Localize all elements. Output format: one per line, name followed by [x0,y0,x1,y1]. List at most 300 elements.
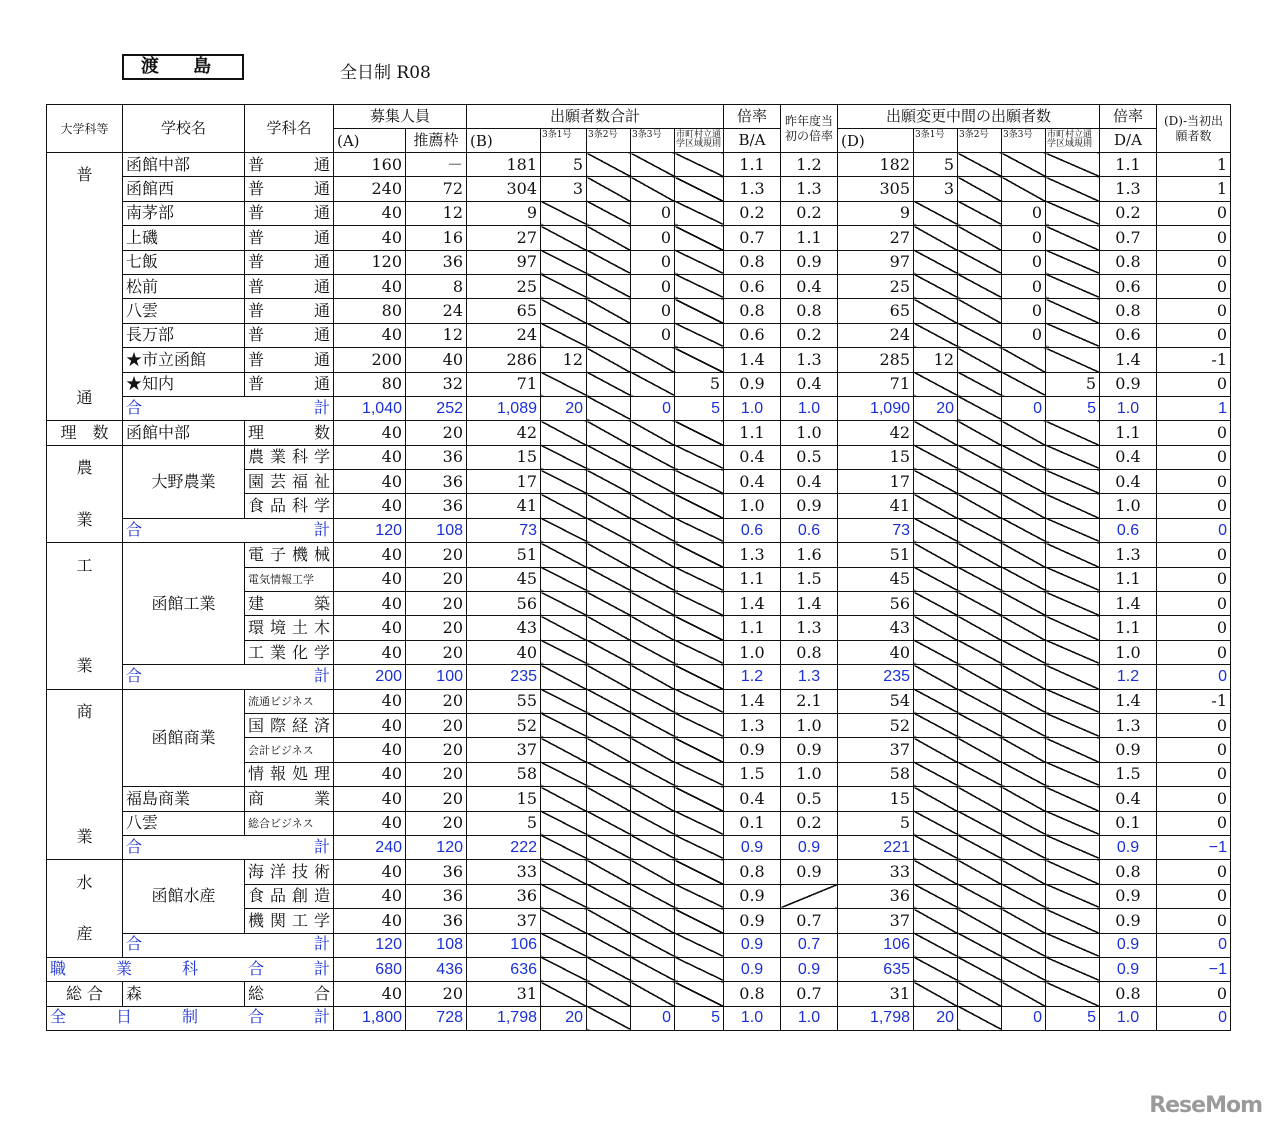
capacity-cell: 40 [334,494,406,518]
table-body [47,153,1231,1031]
header-cap-a: (A) [334,129,406,153]
mid-applicants-cell: 56 [838,592,914,616]
blank-cell [675,201,724,225]
blank-cell [1002,689,1046,713]
capacity-cell: 40 [334,909,406,933]
blank-cell [958,396,1002,420]
ratio2-cell: 0.9 [1100,884,1157,908]
voc-total-label [47,957,334,981]
ratio-cell: 0.9 [724,738,781,762]
diff-cell: 0 [1157,982,1231,1006]
course-name-cell: 建 築 [245,592,334,616]
sub-count-cell: 0 [1002,299,1046,323]
recommend-cell: 32 [406,372,467,396]
voc-total-char: 職 [50,960,67,978]
sub-count-cell: 3 [914,177,958,201]
diff-cell: 0 [1157,445,1231,469]
ratio-cell: 1.3 [724,177,781,201]
blank-cell [631,787,675,811]
recommend-cell: 20 [406,543,467,567]
ratio-cell: 1.2 [724,665,781,689]
fish-total-row [47,933,1231,957]
course-name-cell: 普 通 [245,177,334,201]
blank-cell [541,470,587,494]
diff-cell: 0 [1157,201,1231,225]
school-name-cell: 大野農業 [123,445,245,518]
blank-cell [631,665,675,689]
capacity-cell: 40 [334,323,406,347]
recommend-cell: 20 [406,811,467,835]
category-general [47,153,123,421]
ratio-cell: 0.1 [724,811,781,835]
blank-cell [1002,640,1046,664]
category-general-bottom: 通 [76,387,93,407]
course-name-cell: 普 通 [245,250,334,274]
prev-ratio-cell: 0.9 [781,957,838,981]
ratio2-cell: 1.1 [1100,616,1157,640]
blank-cell [675,835,724,859]
mid-applicants-cell: 43 [838,616,914,640]
ratio-cell: 0.9 [724,909,781,933]
capacity-cell: 1,040 [334,396,406,420]
capacity-cell: 40 [334,689,406,713]
blank-cell [958,1006,1002,1030]
ratio-cell: 1.3 [724,543,781,567]
blank-cell [631,518,675,542]
blank-cell [541,421,587,445]
mid-applicants-cell: 1,090 [838,396,914,420]
capacity-cell: 200 [334,665,406,689]
total-label-a: 合 [126,936,143,954]
recommend-cell: 36 [406,884,467,908]
diff-cell: 0 [1157,811,1231,835]
capacity-cell: 40 [334,616,406,640]
all-total-char: 合 [247,1009,264,1027]
blank-cell [675,518,724,542]
diff-cell: 0 [1157,616,1231,640]
blank-cell [675,226,724,250]
blank-cell [958,470,1002,494]
blank-cell [1046,494,1100,518]
blank-cell [587,689,631,713]
blank-cell [587,957,631,981]
blank-cell [541,860,587,884]
recommend-cell: 100 [406,665,467,689]
header-d-art3-1: 3条1号 [914,129,958,153]
ratio2-cell: 0.9 [1100,957,1157,981]
resemom-logo: ReseMom [1149,1093,1262,1118]
ratio2-cell: 1.3 [1100,713,1157,737]
ratio2-cell: 1.1 [1100,153,1157,177]
blank-cell [1046,982,1100,1006]
course-name-cell: 普 通 [245,226,334,250]
table-row [47,201,1231,225]
ratio2-cell: 0.9 [1100,372,1157,396]
applicants-cell: 97 [467,250,541,274]
blank-cell [587,592,631,616]
header-d-municipal: 市町村立通学区域規則 [1046,129,1100,153]
blank-cell [587,713,631,737]
table-row [47,177,1231,201]
prev-ratio-cell: 0.9 [781,860,838,884]
category-commerce-bottom: 業 [76,826,93,846]
mid-applicants-cell: 9 [838,201,914,225]
school-name-cell: 函館水産 [123,860,245,933]
applicants-cell: 43 [467,616,541,640]
blank-cell [914,323,958,347]
applicants-cell: 286 [467,348,541,372]
prev-ratio-cell: 1.0 [781,762,838,786]
header-mid-applicants: 出願変更中間の出願者数 [838,105,1100,129]
applicants-cell: 25 [467,274,541,298]
school-name-cell: 函館工業 [123,543,245,665]
recommend-cell: 20 [406,592,467,616]
prev-ratio-cell: 0.9 [781,250,838,274]
blank-cell [631,616,675,640]
mid-applicants-cell: 31 [838,982,914,1006]
blank-cell [1002,592,1046,616]
prev-ratio-cell: 0.7 [781,982,838,1006]
blank-cell [914,299,958,323]
blank-cell [587,299,631,323]
total-label-a: 合 [126,399,143,417]
recommend-cell: 20 [406,982,467,1006]
ratio2-cell: 1.4 [1100,592,1157,616]
sub-count-cell: 20 [541,1006,587,1030]
applicant-table [46,104,1231,1031]
capacity-cell: 80 [334,372,406,396]
sub-count-cell: 0 [1002,323,1046,347]
course-name-cell: 国際経済 [245,713,334,737]
mid-applicants-cell: 36 [838,884,914,908]
region-title: 渡 島 [122,54,244,80]
school-name-cell: 函館商業 [123,689,245,787]
blank-cell [958,884,1002,908]
table-row [47,250,1231,274]
recommend-cell: 36 [406,860,467,884]
school-name-cell: 函館西 [123,177,245,201]
total-label-a: 合 [126,521,143,539]
blank-cell [587,1006,631,1030]
ratio-cell: 0.6 [724,518,781,542]
blank-cell [1046,177,1100,201]
capacity-cell: 40 [334,226,406,250]
agri-total-row [47,518,1231,542]
voc-total-char: 計 [313,960,330,978]
ratio2-cell: 0.4 [1100,787,1157,811]
blank-cell [914,445,958,469]
recommend-cell: 36 [406,250,467,274]
blank-cell [1046,860,1100,884]
recommend-cell: 36 [406,445,467,469]
header-art3-3: 3条3号 [631,129,675,153]
blank-cell [631,153,675,177]
mid-applicants-cell: 5 [838,811,914,835]
sub-count-cell: 20 [541,396,587,420]
blank-cell [631,372,675,396]
total-label-b: 計 [313,521,330,539]
voc-total-char: 科 [181,960,198,978]
all-total-char: 計 [313,1009,330,1027]
blank-cell [587,518,631,542]
blank-cell [675,738,724,762]
applicants-cell: 45 [467,567,541,591]
course-name-cell: 会計ビジネス [245,738,334,762]
ratio-cell: 1.4 [724,348,781,372]
category-agri-bottom: 業 [76,509,93,529]
sub-count-cell: 0 [631,250,675,274]
applicants-cell: 9 [467,201,541,225]
diff-cell: 0 [1157,470,1231,494]
blank-cell [675,494,724,518]
applicants-cell: 33 [467,860,541,884]
mid-applicants-cell: 182 [838,153,914,177]
category-general-top: 普 [76,165,93,185]
course-name-cell: 普 通 [245,153,334,177]
blank-cell [914,835,958,859]
course-name-cell: 環境土木 [245,616,334,640]
course-name-cell: 工業化学 [245,640,334,664]
blank-cell [675,153,724,177]
sub-count-cell: 0 [631,299,675,323]
table-row [47,274,1231,298]
blank-cell [914,592,958,616]
ind-total-row [47,665,1231,689]
blank-cell [541,518,587,542]
capacity-cell: 40 [334,201,406,225]
blank-cell [914,543,958,567]
ratio-cell: 0.9 [724,835,781,859]
blank-cell [914,762,958,786]
school-name-cell: 長万部 [123,323,245,347]
prev-ratio-cell: 1.0 [781,713,838,737]
mid-applicants-cell: 37 [838,738,914,762]
capacity-cell: 120 [334,933,406,957]
prev-ratio-cell: 0.7 [781,909,838,933]
recommend-cell: 20 [406,640,467,664]
capacity-cell: 120 [334,518,406,542]
header-ratio: 倍率 [724,105,781,129]
blank-cell [631,640,675,664]
total-label-cell [123,665,334,689]
table-row [47,445,1231,469]
ratio2-cell: 0.4 [1100,470,1157,494]
prev-ratio-cell: 1.0 [781,1006,838,1030]
header-d-art3-2: 3条2号 [958,129,1002,153]
table-row [47,348,1231,372]
school-name-cell: 函館中部 [123,421,245,445]
header-app-b: (B) [467,129,541,153]
blank-cell [1002,494,1046,518]
blank-cell [587,860,631,884]
school-name-cell: 七飯 [123,250,245,274]
total-label-a: 合 [126,667,143,685]
course-name-cell: 情報処理 [245,762,334,786]
applicants-cell: 1,798 [467,1006,541,1030]
course-name-cell: 普 通 [245,323,334,347]
mid-applicants-cell: 24 [838,323,914,347]
ratio-cell: 0.6 [724,274,781,298]
ratio2-cell: 1.4 [1100,348,1157,372]
blank-cell [631,177,675,201]
blank-cell [958,592,1002,616]
blank-cell [541,762,587,786]
blank-cell [958,835,1002,859]
blank-cell [1002,909,1046,933]
mid-applicants-cell: 97 [838,250,914,274]
blank-cell [541,274,587,298]
recommend-cell: 20 [406,713,467,737]
ratio-cell: 0.9 [724,957,781,981]
blank-cell [631,445,675,469]
blank-cell [1002,884,1046,908]
header-municipal: 市町村立通学区域規則 [675,129,724,153]
blank-cell [1002,738,1046,762]
blank-cell [1002,567,1046,591]
blank-cell [1046,909,1100,933]
blank-cell [1046,665,1100,689]
applicants-cell: 17 [467,470,541,494]
blank-cell [675,884,724,908]
school-name-cell: 八雲 [123,811,245,835]
blank-cell [541,372,587,396]
diff-cell: -1 [1157,348,1231,372]
prev-ratio-cell: 0.4 [781,470,838,494]
ratio-cell: 0.8 [724,299,781,323]
voc-total-char: 業 [115,960,132,978]
blank-cell [958,348,1002,372]
blank-cell [1046,518,1100,542]
blank-cell [587,665,631,689]
diff-cell: 0 [1157,567,1231,591]
blank-cell [958,323,1002,347]
recommend-cell: 20 [406,787,467,811]
capacity-cell: 40 [334,982,406,1006]
ratio-cell: 0.4 [724,470,781,494]
blank-cell [587,226,631,250]
ratio2-cell: 1.4 [1100,689,1157,713]
applicants-cell: 106 [467,933,541,957]
diff-cell: 0 [1157,592,1231,616]
sub-count-cell: 0 [631,226,675,250]
blank-cell [631,860,675,884]
ratio-cell: 1.1 [724,153,781,177]
capacity-cell: 40 [334,470,406,494]
blank-cell [1046,201,1100,225]
prev-ratio-cell: 0.5 [781,787,838,811]
applicants-cell: 36 [467,884,541,908]
ratio2-cell: 0.6 [1100,274,1157,298]
total-label-b: 計 [313,936,330,954]
blank-cell [587,494,631,518]
header-school: 学校名 [123,105,245,153]
prev-ratio-cell: 0.8 [781,640,838,664]
applicants-cell: 65 [467,299,541,323]
ratio2-cell: 0.6 [1100,518,1157,542]
school-name-cell: 福島商業 [123,787,245,811]
recommend-cell: 36 [406,909,467,933]
capacity-cell: 40 [334,762,406,786]
blank-cell [914,811,958,835]
blank-cell [1002,177,1046,201]
blank-cell [914,957,958,981]
recommend-cell: 8 [406,274,467,298]
blank-cell [958,640,1002,664]
voc-total-char: 合 [247,960,264,978]
blank-cell [675,543,724,567]
blank-cell [675,982,724,1006]
total-label-b: 計 [313,399,330,417]
blank-cell [1002,421,1046,445]
blank-cell [541,494,587,518]
blank-cell [541,713,587,737]
blank-cell [1002,665,1046,689]
blank-cell [541,616,587,640]
blank-cell [587,445,631,469]
blank-cell [958,250,1002,274]
blank-cell [675,762,724,786]
prev-ratio-cell: 0.4 [781,372,838,396]
blank-cell [631,811,675,835]
prev-ratio-cell: 1.2 [781,153,838,177]
sub-count-cell: 0 [631,396,675,420]
capacity-cell: 1,800 [334,1006,406,1030]
blank-cell [675,250,724,274]
ratio2-cell: 1.2 [1100,665,1157,689]
ratio-cell: 1.0 [724,640,781,664]
sub-count-cell: 5 [541,153,587,177]
diff-cell: 0 [1157,518,1231,542]
blank-cell [958,689,1002,713]
header-diff: (D)-当初出願者数 [1157,105,1231,153]
sub-count-cell: 5 [1046,396,1100,420]
ratio2-cell: 1.3 [1100,543,1157,567]
ratio2-cell: 0.1 [1100,811,1157,835]
header-ratio2: 倍率 [1100,105,1157,129]
blank-cell [675,811,724,835]
prev-ratio-cell: 0.6 [781,518,838,542]
blank-cell [914,470,958,494]
blank-cell [1046,616,1100,640]
blank-cell [675,348,724,372]
header-dept-group: 大学科等 [47,105,123,153]
course-name-cell: 食品科学 [245,494,334,518]
applicants-cell: 58 [467,762,541,786]
blank-cell [587,470,631,494]
blank-cell [587,884,631,908]
mid-applicants-cell: 27 [838,226,914,250]
sub-count-cell: 0 [631,201,675,225]
blank-cell [675,592,724,616]
blank-cell [958,762,1002,786]
all-total-row [47,1006,1231,1030]
total-label-b: 計 [313,667,330,685]
course-name-cell: 普 通 [245,274,334,298]
com-total-row [47,835,1231,859]
blank-cell [1002,348,1046,372]
sub-count-cell: 12 [914,348,958,372]
blank-cell [914,201,958,225]
blank-cell [1002,518,1046,542]
blank-cell [631,738,675,762]
ratio2-cell: 1.3 [1100,177,1157,201]
header-ratio-ba: B/A [724,129,781,153]
diff-cell: 0 [1157,640,1231,664]
blank-cell [958,201,1002,225]
diff-cell: 1 [1157,396,1231,420]
blank-cell [631,957,675,981]
prev-ratio-cell: 1.3 [781,177,838,201]
